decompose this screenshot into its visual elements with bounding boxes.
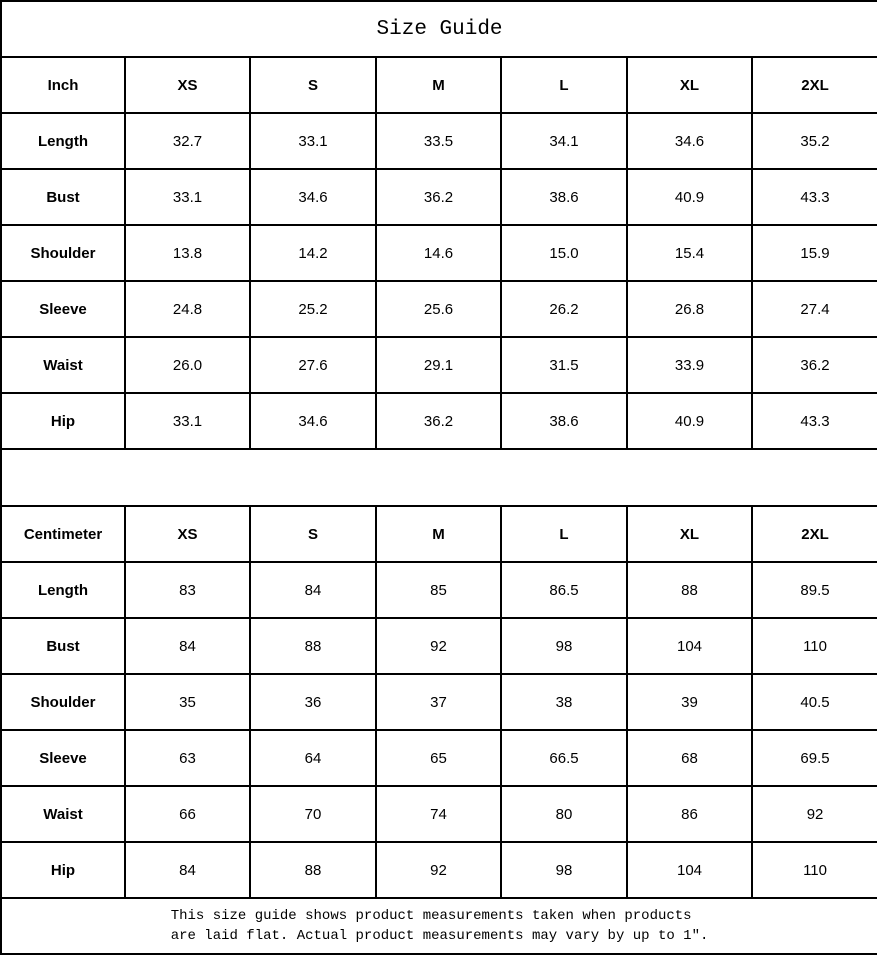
title-row xyxy=(1,1,877,57)
row-label: Bust xyxy=(1,169,125,225)
table-row xyxy=(1,393,877,449)
size-value-cell: 86 xyxy=(627,786,752,842)
footer-note-line2: are laid flat. Actual product measurements may vary by up to 1″. xyxy=(170,928,709,944)
size-value-cell: 110 xyxy=(752,842,877,898)
footer-note-line1: This size guide shows product measurements taken when products xyxy=(170,908,692,924)
size-value-cell: 15.9 xyxy=(752,225,877,281)
size-value-cell: 33.5 xyxy=(376,113,501,169)
size-value-cell: 92 xyxy=(376,618,501,674)
table-row xyxy=(1,730,877,786)
table-row xyxy=(1,786,877,842)
size-value-cell: 84 xyxy=(125,618,250,674)
table-row xyxy=(1,674,877,730)
size-value-cell: 68 xyxy=(627,730,752,786)
size-value-cell: 25.2 xyxy=(250,281,376,337)
size-value-cell: 15.0 xyxy=(501,225,627,281)
size-value-cell: 34.6 xyxy=(250,393,376,449)
row-label: Shoulder xyxy=(1,674,125,730)
row-label: Hip xyxy=(1,842,125,898)
row-label: Sleeve xyxy=(1,281,125,337)
size-value-cell: 36.2 xyxy=(376,393,501,449)
size-column-header: 2XL xyxy=(752,57,877,113)
spacer-cell xyxy=(1,449,877,506)
table-row xyxy=(1,225,877,281)
footer-note-text xyxy=(171,906,709,946)
size-column-header: L xyxy=(501,57,627,113)
size-value-cell: 104 xyxy=(627,618,752,674)
row-label: Length xyxy=(1,113,125,169)
size-value-cell: 26.2 xyxy=(501,281,627,337)
size-value-cell: 15.4 xyxy=(627,225,752,281)
size-column-header: S xyxy=(250,506,376,562)
size-value-cell: 38.6 xyxy=(501,169,627,225)
size-value-cell: 86.5 xyxy=(501,562,627,618)
size-value-cell: 36.2 xyxy=(752,337,877,393)
size-value-cell: 110 xyxy=(752,618,877,674)
size-value-cell: 24.8 xyxy=(125,281,250,337)
size-value-cell: 14.2 xyxy=(250,225,376,281)
row-label: Waist xyxy=(1,337,125,393)
table-row xyxy=(1,842,877,898)
row-label: Sleeve xyxy=(1,730,125,786)
size-value-cell: 27.4 xyxy=(752,281,877,337)
size-value-cell: 33.9 xyxy=(627,337,752,393)
size-value-cell: 84 xyxy=(125,842,250,898)
size-column-header: XS xyxy=(125,506,250,562)
size-value-cell: 40.9 xyxy=(627,169,752,225)
unit-label-centimeter: Centimeter xyxy=(1,506,125,562)
size-value-cell: 38 xyxy=(501,674,627,730)
table-row xyxy=(1,337,877,393)
row-label: Shoulder xyxy=(1,225,125,281)
size-value-cell: 89.5 xyxy=(752,562,877,618)
row-label: Length xyxy=(1,562,125,618)
size-value-cell: 92 xyxy=(376,842,501,898)
size-value-cell: 70 xyxy=(250,786,376,842)
size-value-cell: 25.6 xyxy=(376,281,501,337)
size-value-cell: 98 xyxy=(501,618,627,674)
table-row xyxy=(1,281,877,337)
size-value-cell: 65 xyxy=(376,730,501,786)
size-value-cell: 26.8 xyxy=(627,281,752,337)
size-column-header: S xyxy=(250,57,376,113)
footer-note xyxy=(1,898,877,954)
size-value-cell: 39 xyxy=(627,674,752,730)
row-label: Waist xyxy=(1,786,125,842)
size-value-cell: 35 xyxy=(125,674,250,730)
size-value-cell: 88 xyxy=(627,562,752,618)
size-value-cell: 92 xyxy=(752,786,877,842)
table-row xyxy=(1,562,877,618)
table-row xyxy=(1,169,877,225)
size-column-header: XL xyxy=(627,506,752,562)
size-value-cell: 98 xyxy=(501,842,627,898)
unit-label-inch: Inch xyxy=(1,57,125,113)
size-value-cell: 64 xyxy=(250,730,376,786)
row-label: Hip xyxy=(1,393,125,449)
spacer-row xyxy=(1,449,877,506)
size-column-header: 2XL xyxy=(752,506,877,562)
size-value-cell: 33.1 xyxy=(250,113,376,169)
size-value-cell: 34.6 xyxy=(250,169,376,225)
page-title: Size Guide xyxy=(1,1,877,57)
size-value-cell: 35.2 xyxy=(752,113,877,169)
inch-header-row xyxy=(1,57,877,113)
size-value-cell: 66 xyxy=(125,786,250,842)
size-column-header: M xyxy=(376,506,501,562)
size-value-cell: 40.5 xyxy=(752,674,877,730)
size-value-cell: 74 xyxy=(376,786,501,842)
centimeter-header-row xyxy=(1,506,877,562)
size-value-cell: 83 xyxy=(125,562,250,618)
size-value-cell: 80 xyxy=(501,786,627,842)
size-value-cell: 13.8 xyxy=(125,225,250,281)
size-value-cell: 32.7 xyxy=(125,113,250,169)
size-value-cell: 88 xyxy=(250,618,376,674)
size-value-cell: 31.5 xyxy=(501,337,627,393)
footer-row xyxy=(1,898,877,954)
size-value-cell: 85 xyxy=(376,562,501,618)
size-column-header: L xyxy=(501,506,627,562)
size-value-cell: 34.6 xyxy=(627,113,752,169)
size-value-cell: 29.1 xyxy=(376,337,501,393)
size-value-cell: 26.0 xyxy=(125,337,250,393)
size-value-cell: 33.1 xyxy=(125,169,250,225)
row-label: Bust xyxy=(1,618,125,674)
size-value-cell: 104 xyxy=(627,842,752,898)
size-value-cell: 69.5 xyxy=(752,730,877,786)
size-value-cell: 43.3 xyxy=(752,393,877,449)
size-value-cell: 38.6 xyxy=(501,393,627,449)
size-value-cell: 40.9 xyxy=(627,393,752,449)
size-column-header: M xyxy=(376,57,501,113)
size-value-cell: 43.3 xyxy=(752,169,877,225)
size-value-cell: 14.6 xyxy=(376,225,501,281)
table-row xyxy=(1,618,877,674)
size-column-header: XS xyxy=(125,57,250,113)
size-value-cell: 37 xyxy=(376,674,501,730)
size-value-cell: 36.2 xyxy=(376,169,501,225)
size-value-cell: 27.6 xyxy=(250,337,376,393)
size-value-cell: 36 xyxy=(250,674,376,730)
table-row xyxy=(1,113,877,169)
size-value-cell: 84 xyxy=(250,562,376,618)
size-value-cell: 63 xyxy=(125,730,250,786)
size-value-cell: 66.5 xyxy=(501,730,627,786)
size-column-header: XL xyxy=(627,57,752,113)
size-value-cell: 34.1 xyxy=(501,113,627,169)
size-value-cell: 88 xyxy=(250,842,376,898)
size-value-cell: 33.1 xyxy=(125,393,250,449)
